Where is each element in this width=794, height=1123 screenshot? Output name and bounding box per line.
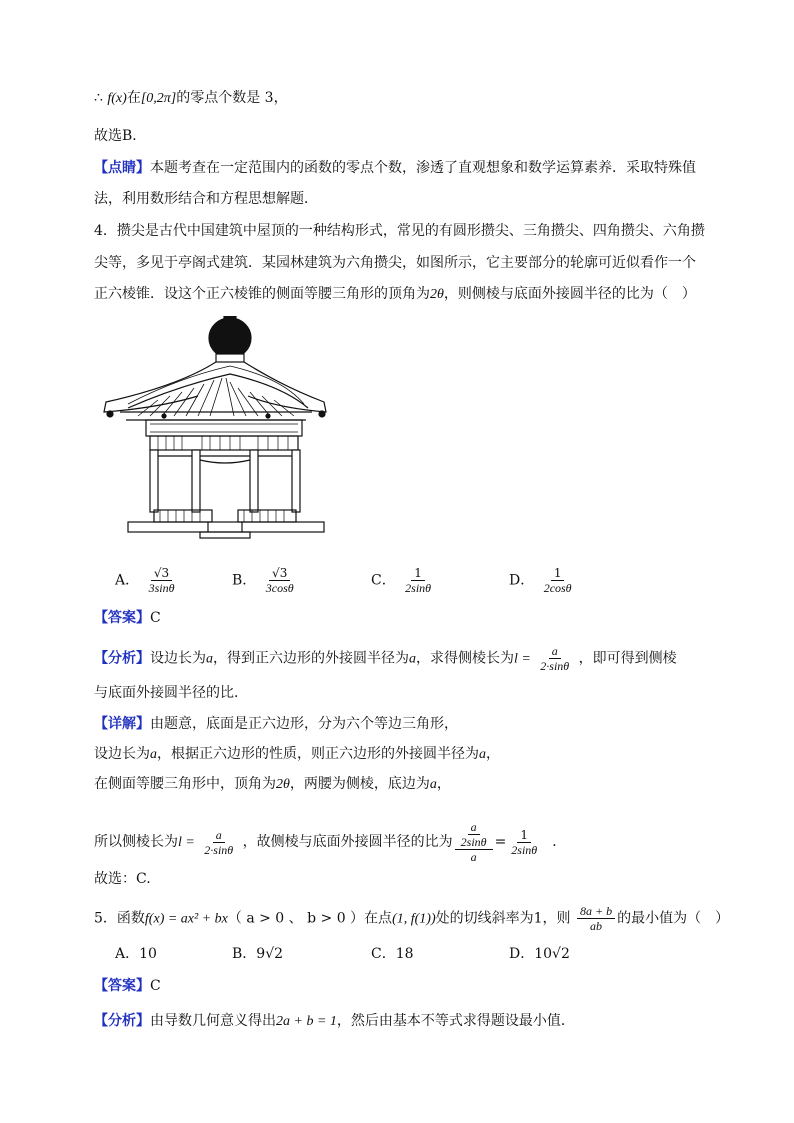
q4-answer-line — [94, 608, 161, 628]
fraction — [263, 566, 297, 595]
function-fx: f(x) — [107, 91, 127, 106]
q4-stem-line-1: 4．攒尖是古代中国建筑中屋顶的一种结构形式，常见的有圆形攒尖、三角攒尖、四角攒尖、六角攒 — [94, 223, 705, 239]
denominator: 2sinθ — [405, 581, 432, 595]
denominator: ab — [590, 919, 603, 933]
denominator: 2·sinθ — [204, 842, 234, 857]
comment-text: 本题考查在一定范围内的函数的零点个数，渗透了直观想象和数学运算素养．采取特殊值 — [150, 160, 696, 176]
denominator: 3cosθ — [265, 581, 294, 595]
fraction — [541, 566, 575, 595]
analysis-text: ，即可得到侧棱 — [578, 650, 677, 667]
option-label: C． — [371, 572, 396, 589]
q4-option-a[interactable] — [115, 566, 179, 595]
option-value: 9√2 — [256, 946, 284, 962]
numerator: a — [213, 828, 225, 843]
analysis-text: 设边长为 — [150, 650, 206, 667]
analysis-text: ，求得侧棱长为 — [416, 650, 514, 667]
detail-text: 设边长为 — [94, 746, 150, 762]
q4-option-d[interactable] — [509, 566, 577, 595]
detail-text: ，故侧棱与底面外接圆半径的比为 — [242, 834, 453, 850]
q5-option-b[interactable] — [232, 944, 283, 964]
var-a: a — [409, 651, 416, 667]
pavilion-figure — [98, 316, 334, 540]
inner-numerator: a — [468, 820, 480, 835]
numerator: √3 — [269, 566, 290, 581]
numerator: 1 — [551, 566, 565, 581]
option-label: C． — [371, 946, 396, 962]
q4-conclusion-line: 故选：C. — [94, 871, 151, 887]
fraction — [537, 644, 572, 673]
fraction — [402, 566, 434, 595]
analysis-text: ，然后由基本不等式求得题设最小值． — [336, 1013, 575, 1029]
option-label: B． — [232, 572, 257, 589]
option-label: B． — [232, 946, 257, 962]
compound-numerator — [455, 820, 493, 850]
option-label: D． — [509, 572, 535, 589]
answer-value: C — [150, 610, 161, 626]
q5-analysis-line — [94, 1011, 575, 1032]
q5-option-c[interactable] — [371, 944, 414, 964]
option-label: D． — [509, 946, 535, 962]
detail-text: 在侧面等腰三角形中，顶角为 — [94, 776, 276, 792]
q4-stem-question: ，则侧棱与底面外接圆半径的比为（ ） — [443, 286, 696, 302]
period: ． — [552, 834, 567, 850]
q5-option-a[interactable] — [115, 944, 157, 964]
var-a: a — [429, 777, 437, 792]
interval: [0,2π] — [140, 91, 177, 106]
numerator: 8a + b — [577, 904, 615, 919]
result-fraction — [508, 828, 540, 857]
denominator: 2cosθ — [543, 581, 572, 595]
hexagonal-pavilion-drawing-icon — [98, 316, 334, 540]
option-label: A． — [115, 572, 140, 589]
detail-text: 由题意，底面是正六边形，分为六个等边三角形， — [150, 716, 458, 732]
numerator: a — [549, 644, 561, 659]
inner-denominator: 2sinθ — [460, 835, 487, 849]
var-a: a — [479, 747, 486, 762]
compound-denominator: a — [470, 850, 477, 864]
option-label: A． — [115, 946, 140, 962]
denominator: 3sinθ — [148, 581, 175, 595]
detail-text: ， — [486, 746, 500, 762]
angle-2theta: 2θ — [276, 777, 290, 792]
detail-text: ，两腰为侧棱，底边为 — [289, 776, 430, 792]
q5-stem — [94, 904, 729, 933]
answer-tag: 【答案】 — [94, 610, 150, 626]
solution-conclusion-line — [94, 88, 288, 109]
q4-option-b[interactable] — [232, 566, 299, 595]
fraction — [577, 904, 615, 933]
q4-option-c[interactable] — [371, 566, 436, 595]
l-equals: l = — [514, 651, 531, 667]
comment-line-1 — [94, 158, 696, 178]
compound-fraction — [455, 820, 493, 864]
q4-stem-line-3 — [94, 284, 696, 305]
q4-stem-text: 正六棱锥．设这个正六棱锥的侧面等腰三角形的顶角为 — [94, 286, 430, 302]
analysis-tag: 【分析】 — [94, 650, 150, 667]
denominator: 2sinθ — [511, 842, 538, 857]
q4-detail-line-3 — [94, 774, 451, 795]
q5-text: 处的切线斜率为 — [435, 910, 534, 927]
equals-sign: = — [494, 834, 507, 850]
answer-value: C — [150, 978, 161, 994]
fraction — [201, 828, 236, 857]
fraction — [146, 566, 178, 595]
detail-text: ， — [436, 776, 451, 792]
analysis-tag: 【分析】 — [94, 1013, 150, 1029]
q5-text: 的最小值为（ ） — [617, 910, 730, 927]
q4-detail-line-4 — [94, 820, 566, 864]
therefore-symbol: ∴ — [94, 90, 103, 106]
analysis-text: 由导数几何意义得出 — [150, 1013, 276, 1029]
condition-text: （ a > 0 、 b > 0 ）在点 — [227, 910, 393, 927]
slope-value: 1 — [533, 910, 543, 927]
equation: 2a + b = 1 — [276, 1014, 337, 1029]
option-value: 10√2 — [534, 946, 570, 962]
analysis-text: ，得到正六边形的外接圆半径为 — [213, 650, 409, 667]
text-in: 在 — [126, 90, 141, 106]
choose-b-line: 故选B． — [94, 128, 147, 144]
zero-count-text: 的零点个数是 3， — [176, 90, 288, 106]
q4-detail-line-2 — [94, 744, 500, 765]
numerator: 1 — [411, 566, 425, 581]
answer-tag: 【答案】 — [94, 978, 150, 994]
q4-analysis-line-1 — [94, 644, 677, 673]
q5-text: ，则 — [542, 910, 571, 927]
function-expression: f(x) = ax² + bx — [144, 911, 228, 927]
var-a: a — [150, 747, 157, 762]
q4-analysis-line-2: 与底面外接圆半径的比． — [94, 685, 248, 701]
numerator: √3 — [151, 566, 172, 581]
q5-label: 5．函数 — [94, 910, 145, 927]
q4-detail-line-1 — [94, 714, 458, 734]
option-value: 10 — [139, 946, 157, 962]
q4-stem-line-2: 尖等，多见于亭阁式建筑．某园林建筑为六角攒尖，如图所示，它主要部分的轮廓可近似看作一个 — [94, 255, 696, 271]
var-a: a — [206, 651, 213, 667]
comment-line-2: 法，利用数形结合和方程思想解题． — [94, 191, 318, 207]
numerator: 1 — [517, 828, 531, 843]
detail-tag: 【详解】 — [94, 716, 150, 732]
q5-answer-line — [94, 976, 161, 996]
comment-tag: 【点睛】 — [94, 160, 150, 176]
option-value: 18 — [395, 946, 414, 962]
detail-text: ，根据正六边形的性质，则正六边形的外接圆半径为 — [157, 746, 479, 762]
l-equals: l = — [178, 835, 195, 850]
inner-fraction — [458, 820, 490, 849]
angle-2theta: 2θ — [430, 287, 444, 302]
q5-option-d[interactable] — [509, 944, 570, 964]
point: (1, f(1)) — [392, 911, 436, 927]
denominator: 2·sinθ — [540, 659, 570, 673]
detail-text: 所以侧棱长为 — [94, 834, 178, 850]
